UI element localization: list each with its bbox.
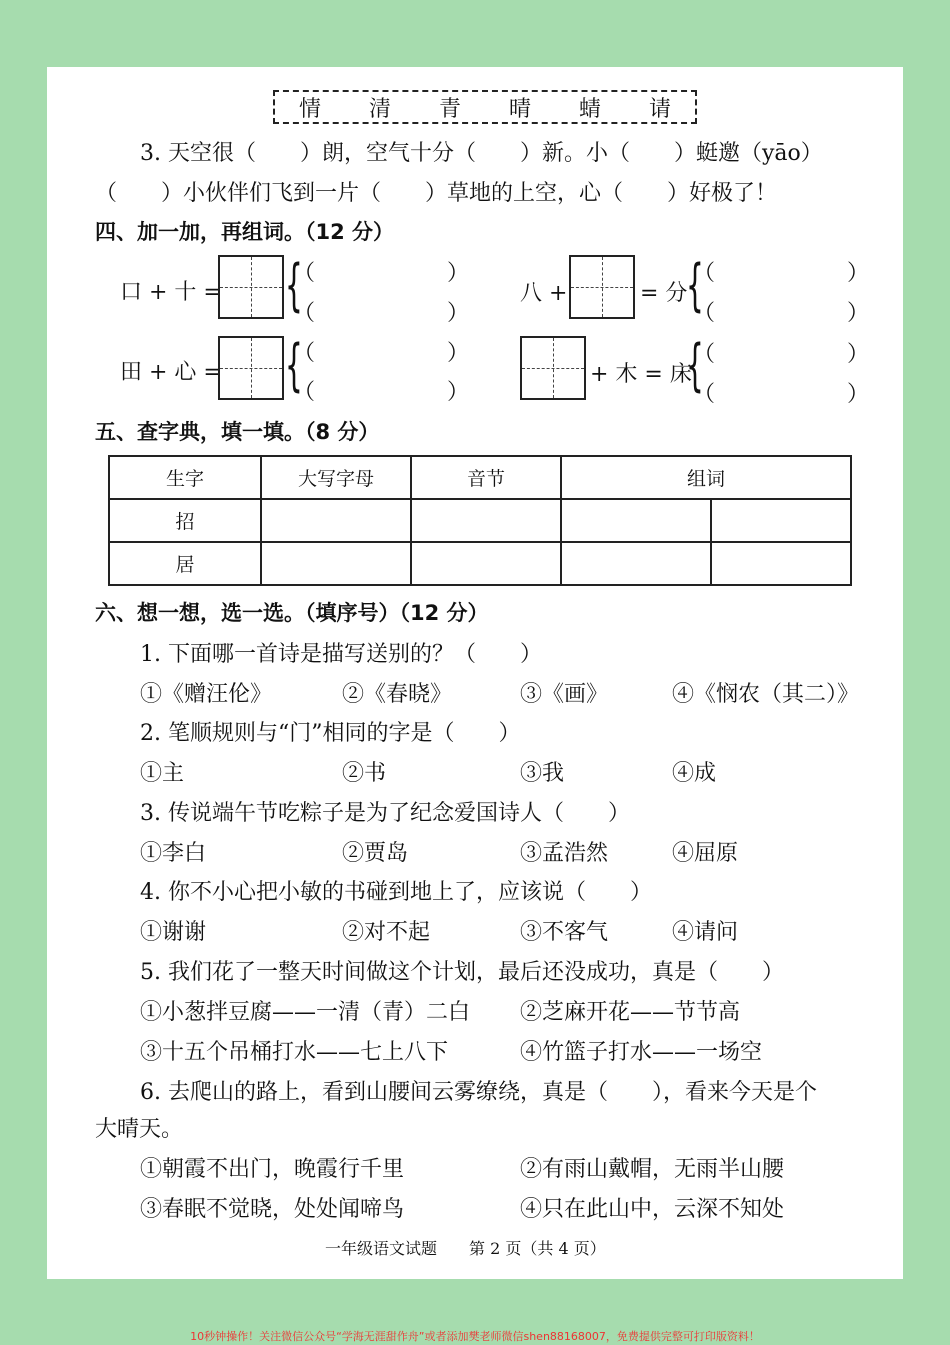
page-footer: 一年级语文试题 第 2 页（共 4 页）: [325, 1239, 606, 1258]
table-cell: 居: [109, 542, 261, 585]
answer-paren[interactable]: （ ）: [293, 380, 470, 405]
answer-cell[interactable]: [561, 542, 711, 585]
dictionary-table: [108, 455, 852, 586]
option[interactable]: ④请问: [672, 920, 739, 945]
word-bank-char: 请: [648, 96, 671, 122]
option[interactable]: ②《春晓》: [342, 682, 453, 707]
word-bank-char: 晴: [508, 96, 531, 122]
table-header: 组词: [561, 456, 851, 499]
word-bank-char: 蜻: [578, 96, 601, 122]
answer-paren[interactable]: （ ）: [693, 342, 870, 367]
option[interactable]: ①谢谢: [140, 920, 207, 945]
s4-item2-right: = 分: [640, 281, 688, 306]
word-bank: [273, 90, 697, 124]
table-header: 生字: [109, 456, 261, 499]
option[interactable]: ③我: [520, 761, 565, 786]
option[interactable]: ②书: [342, 761, 387, 786]
answer-cell[interactable]: [261, 542, 411, 585]
tianzige-box[interactable]: [569, 255, 635, 319]
answer-paren[interactable]: （ ）: [693, 382, 870, 407]
option[interactable]: ③春眠不觉晓，处处闻啼鸟: [140, 1197, 405, 1222]
option[interactable]: ②对不起: [342, 920, 431, 945]
option[interactable]: ③《画》: [520, 682, 609, 707]
question: 3. 传说端午节吃粽子是为了纪念爱国诗人（ ）: [140, 801, 630, 826]
s4-item1-left: 口 + 十 =: [120, 280, 222, 305]
brace-icon: {: [285, 253, 303, 318]
q3-line2: （ ）小伙伴们飞到一片（ ）草地的上空，心（ ）好极了！: [95, 181, 778, 206]
answer-cell[interactable]: [411, 542, 561, 585]
option[interactable]: ①主: [140, 761, 185, 786]
question: 4. 你不小心把小敏的书碰到地上了，应该说（ ）: [140, 880, 652, 905]
option[interactable]: ④屈原: [672, 841, 739, 866]
answer-paren[interactable]: （ ）: [293, 261, 470, 286]
tianzige-box[interactable]: [520, 336, 586, 400]
table-header: 音节: [411, 456, 561, 499]
option[interactable]: ③不客气: [520, 920, 609, 945]
q3-line1: 3. 天空很（ ）朗，空气十分（ ）新。小（ ）蜓邀（yāo）: [140, 141, 823, 166]
option[interactable]: ③孟浩然: [520, 841, 609, 866]
question: 2. 笔顺规则与“门”相同的字是（ ）: [140, 721, 521, 746]
option[interactable]: ②贾岛: [342, 841, 409, 866]
option[interactable]: ④《悯农（其二）》: [672, 682, 860, 707]
answer-cell[interactable]: [411, 499, 561, 542]
brace-icon: {: [285, 333, 303, 398]
option[interactable]: ③十五个吊桶打水——七上八下: [140, 1040, 449, 1065]
question-cont: 大晴天。: [95, 1117, 184, 1142]
answer-cell[interactable]: [711, 499, 851, 542]
tianzige-box[interactable]: [218, 336, 284, 400]
option[interactable]: ②有雨山戴帽，无雨半山腰: [520, 1157, 785, 1182]
s4-item4-right: + 木 = 床: [590, 362, 692, 387]
word-bank-char: 清: [368, 96, 391, 122]
s4-item2-left: 八 +: [520, 281, 568, 306]
tianzige-box[interactable]: [218, 255, 284, 319]
brace-icon: {: [686, 333, 704, 398]
promo-banner: 10秒钟操作！关注微信公众号“学海无涯甜作舟”或者添加樊老师微信shen88168007，免费提供完整可打印版资料！: [190, 1330, 760, 1343]
word-bank-char: 青: [438, 96, 461, 122]
option[interactable]: ④竹篮子打水——一场空: [520, 1040, 763, 1065]
section5-title: 五、查字典，填一填。（8 分）: [95, 420, 380, 444]
answer-paren[interactable]: （ ）: [693, 261, 870, 286]
table-cell: 招: [109, 499, 261, 542]
option[interactable]: ①朝霞不出门，晚霞行千里: [140, 1157, 405, 1182]
answer-cell[interactable]: [711, 542, 851, 585]
answer-cell[interactable]: [561, 499, 711, 542]
answer-paren[interactable]: （ ）: [293, 301, 470, 326]
answer-paren[interactable]: （ ）: [693, 301, 870, 326]
answer-cell[interactable]: [261, 499, 411, 542]
brace-icon: {: [686, 253, 704, 318]
option[interactable]: ②芝麻开花——节节高: [520, 1000, 741, 1025]
option[interactable]: ①小葱拌豆腐——一清（青）二白: [140, 1000, 471, 1025]
section4-title: 四、加一加，再组词。（12 分）: [95, 220, 395, 244]
option[interactable]: ①《赠汪伦》: [140, 682, 273, 707]
word-bank-char: 情: [298, 96, 321, 122]
table-header: 大写字母: [261, 456, 411, 499]
s4-item3-left: 田 + 心 =: [120, 360, 222, 385]
question: 6. 去爬山的路上，看到山腰间云雾缭绕，真是（ ），看来今天是个: [140, 1080, 817, 1105]
section6-title: 六、想一想，选一选。（填序号）（12 分）: [95, 601, 489, 625]
option[interactable]: ④只在此山中，云深不知处: [520, 1197, 785, 1222]
option[interactable]: ④成: [672, 761, 717, 786]
question: 1. 下面哪一首诗是描写送别的？（ ）: [140, 642, 542, 667]
option[interactable]: ①李白: [140, 841, 207, 866]
answer-paren[interactable]: （ ）: [293, 341, 470, 366]
question: 5. 我们花了一整天时间做这个计划，最后还没成功，真是（ ）: [140, 960, 784, 985]
